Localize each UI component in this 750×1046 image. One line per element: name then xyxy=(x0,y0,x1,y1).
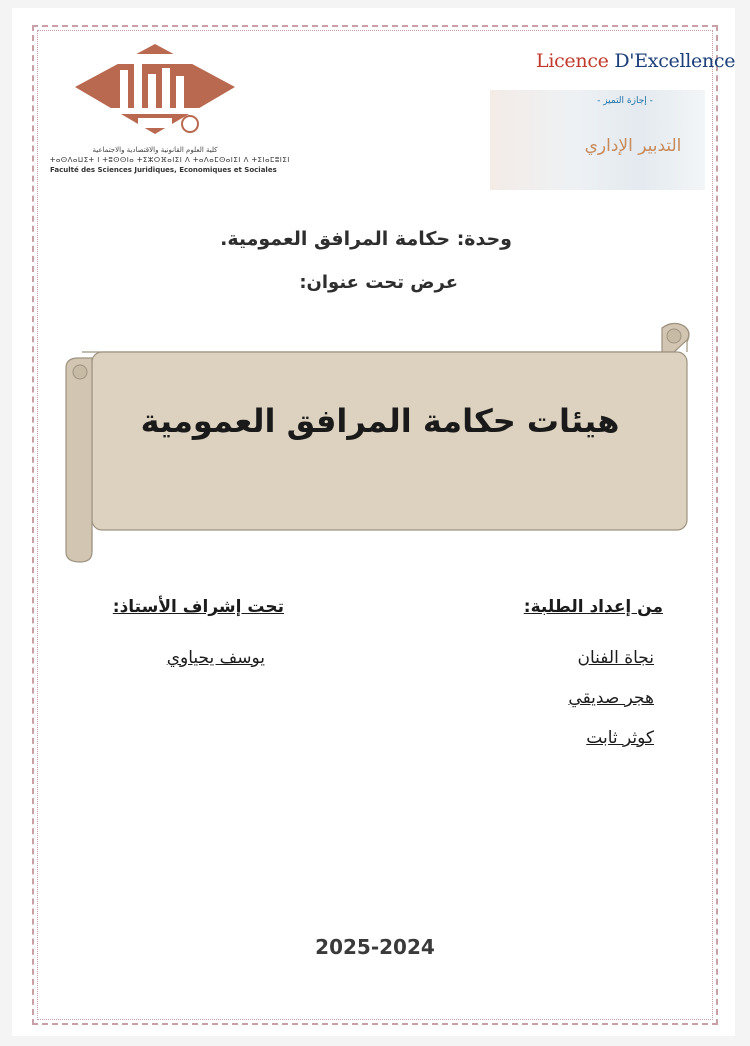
supervisor-name: يوسف يحياوي xyxy=(166,648,265,668)
faculty-caption-tifinagh: ⵜⴰⵙⴷⴰⵡⵉⵜ ⵏ ⵜⵓⵙⵙⵏⴰ ⵜⵉⵣⵔⴼⴰⵏⵉⵏ ⴷ ⵜⴰⴷⴰⵎⵙⴰⵏⵉⵏ ⴷ ⵜⵉⵏⴰⵎⵓⵏⵉⵏ xyxy=(50,156,290,164)
module-line: وحدة: حكامة المرافق العمومية. xyxy=(220,228,512,250)
licence-logo xyxy=(490,40,736,190)
subtitle-line: عرض تحت عنوان: xyxy=(299,272,458,293)
student-name: هجر صديقي xyxy=(568,688,654,708)
licence-field: التدبير الإداري xyxy=(584,136,682,156)
student-name: كوثر ثابت xyxy=(586,728,654,748)
academic-year: 2025-2024 xyxy=(315,935,435,959)
licence-word: Licence xyxy=(536,50,609,72)
title-scroll-banner xyxy=(62,320,692,565)
main-title: هيئات حكامة المرافق العمومية xyxy=(140,402,620,440)
licence-title xyxy=(536,50,735,72)
supervisor-heading: تحت إشراف الأستاذ: xyxy=(112,597,284,617)
faculty-caption-french: Faculté des Sciences Juridiques, Economiques et Sociales xyxy=(50,166,277,174)
licence-excellence: D'Excellence xyxy=(614,50,736,72)
faculty-caption-arabic: كلية العلوم القانونية والاقتصادية والاجتماعية xyxy=(92,146,218,154)
students-heading: من إعداد الطلبة: xyxy=(523,597,663,617)
faculty-emblem-icon xyxy=(50,42,260,142)
faculty-logo xyxy=(50,42,290,177)
licence-subtitle: - إجازة التميز - xyxy=(597,96,653,106)
student-name: نجاة الفنان xyxy=(577,648,654,668)
